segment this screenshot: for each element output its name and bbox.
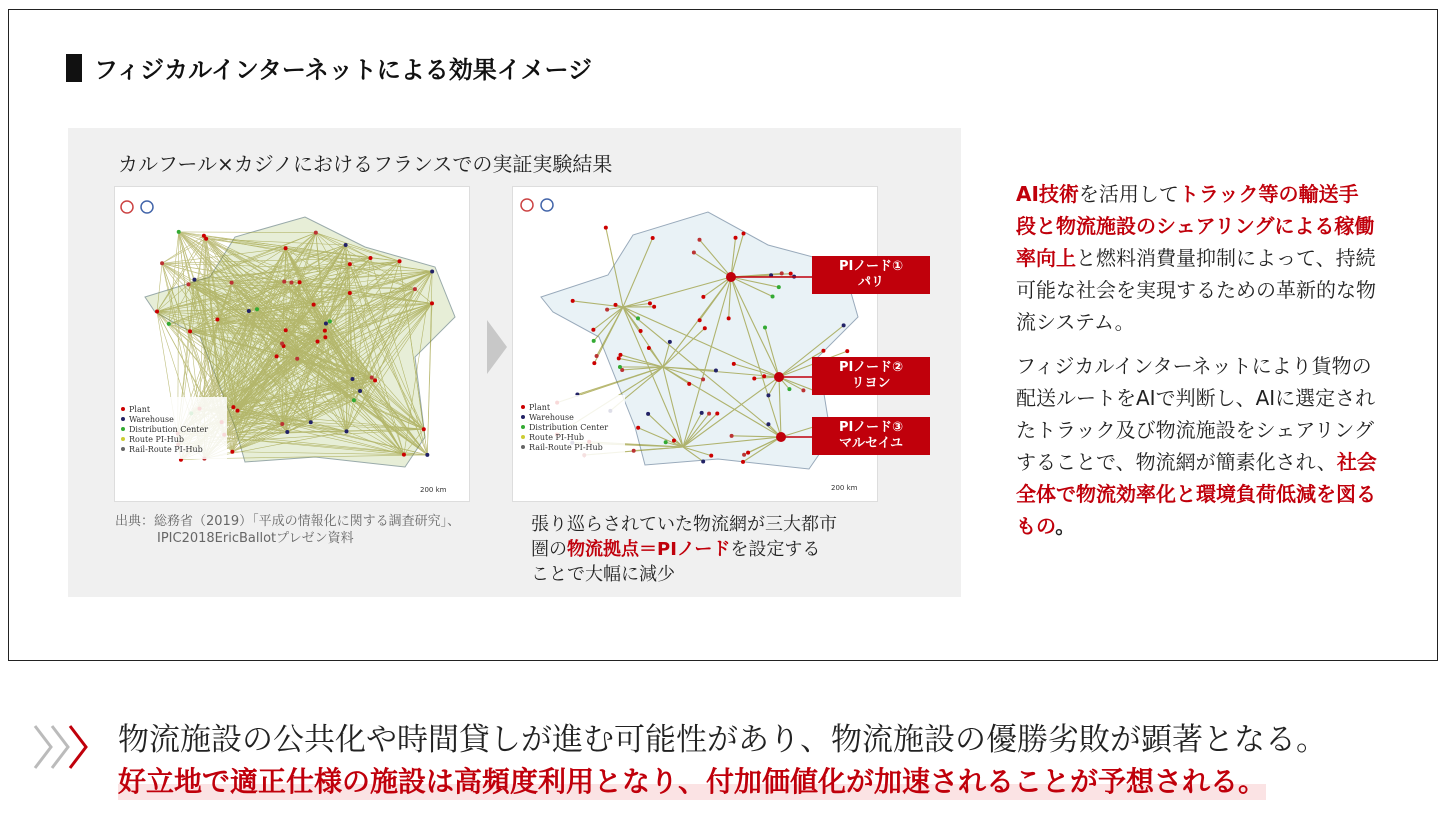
scale-label: 200 km: [420, 486, 447, 494]
legend-plant: Plant: [529, 403, 551, 412]
legend-plant: Plant: [129, 405, 151, 414]
callout-lyon: [812, 357, 930, 395]
body-text: 。: [1055, 514, 1076, 538]
description-paragraph-2: [1016, 350, 1378, 542]
legend-rail-hub: Rail-Route PI-Hub: [129, 445, 203, 454]
callout-paris: [812, 256, 930, 294]
page-title-text: フィジカルインターネットによる効果イメージ: [94, 56, 592, 84]
caption-line-2: [531, 537, 837, 562]
title-marker: [66, 54, 82, 82]
source-note: [115, 513, 460, 547]
caption-text: を設定する: [730, 539, 821, 560]
page-title: [66, 50, 592, 85]
conclusion-line-1: 物流施設の公共化や時間貸しが進む可能性があり、物流施設の優勝劣敗が顕著となる。: [118, 722, 1327, 758]
callout-paris-line2: パリ: [857, 275, 884, 290]
callout-marseille-line2: マルセイユ: [838, 436, 904, 451]
map-before: [114, 186, 470, 502]
zoom-icons: [521, 199, 553, 211]
callout-marseille: [812, 417, 930, 455]
triple-chevron-icon: [33, 724, 91, 770]
caption-line-1: 張り巡らされていた物流網が三大都市: [531, 514, 837, 535]
highlight-sharing: トラック等の輸送手段と物流施設のシェアリングによる稼働率向上: [1016, 182, 1375, 270]
callout-lyon-line2: リヨン: [851, 376, 891, 391]
legend-rail-hub: Rail-Route PI-Hub: [529, 443, 603, 452]
legend-dc: Distribution Center: [129, 425, 209, 434]
source-line-1: 出典：総務省（2019）「平成の情報化に関する調査研究」、: [115, 514, 461, 529]
callout-marseille-line1: PIノード③: [839, 420, 903, 435]
map-caption: [531, 512, 837, 587]
panel-title: カルフール×カジノにおけるフランスでの実証実験結果: [118, 152, 613, 176]
conclusion-line-2: 好立地で適正仕様の施設は高頻度利用となり、付加価値化が加速されることが予想される。: [118, 760, 1266, 800]
caption-line-3: ことで大幅に減少: [531, 564, 675, 585]
source-line-2: IPIC2018EricBallotプレゼン資料: [157, 531, 354, 546]
transition-arrow-icon: [487, 320, 507, 374]
zoom-icons: [121, 201, 153, 213]
legend-dc: Distribution Center: [529, 423, 609, 432]
legend-route-hub: Route PI-Hub: [529, 433, 584, 442]
legend-route-hub: Route PI-Hub: [129, 435, 184, 444]
caption-highlight: 物流拠点＝PIノード: [567, 539, 731, 560]
callout-paris-line1: PIノード①: [839, 259, 903, 274]
scale-label: 200 km: [831, 484, 858, 492]
description-paragraph-1: [1016, 178, 1378, 338]
caption-text: 圏の: [531, 539, 567, 560]
body-text: と燃料消費量抑制によって、持続可能な社会を実現するための革新的な物流システム。: [1016, 246, 1376, 334]
legend-warehouse: Warehouse: [529, 413, 574, 422]
callout-lyon-line1: PIノード②: [839, 360, 903, 375]
highlight-efficiency: 社会全体で物流効率化と環境負荷低減を図るもの: [1016, 450, 1377, 538]
legend-warehouse: Warehouse: [129, 415, 174, 424]
body-text: を活用して: [1078, 182, 1179, 206]
body-text: フィジカルインターネットにより貨物の配送ルートをAIで判断し、AIに選定されたトラック及び物流施設をシェアリングすることで、物流網が簡素化され、: [1016, 354, 1376, 474]
highlight-ai: AI技術: [1016, 182, 1079, 206]
